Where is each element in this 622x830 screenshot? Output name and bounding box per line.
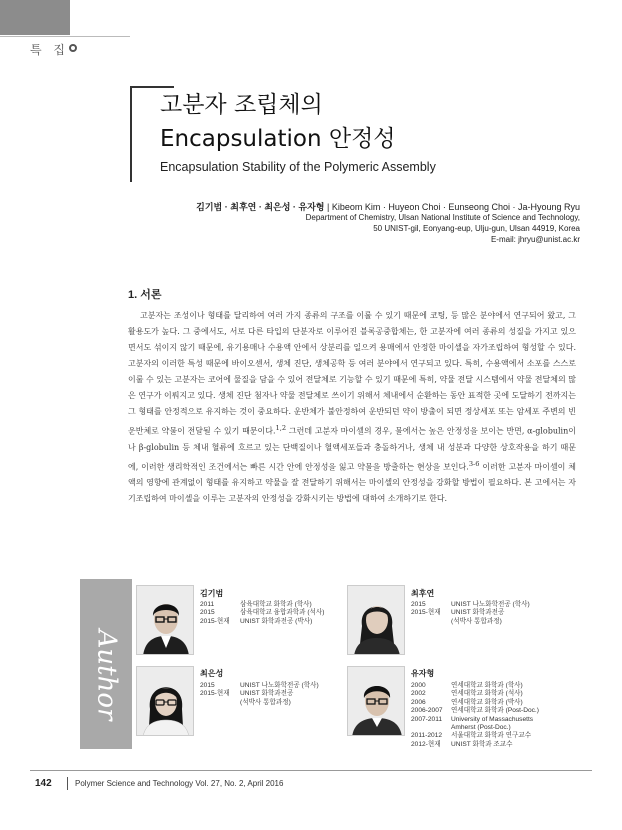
article-title-mixed: Encapsulation 안정성 bbox=[160, 126, 396, 152]
bio-name-3: 최은성 bbox=[200, 669, 224, 678]
body-paragraph bbox=[128, 308, 576, 507]
page-number: 142 bbox=[35, 778, 52, 789]
body-text-part-3: 이러한 고분자 마이셀이 체액의 영향에 관계없이 형태를 유지하고 약물을 잘 전달하기 위해서는 마이셀의 안정성을 강화할 방법이 필요하다. 본 고에서는 자기조립하여 마이셀을 이루는 고분자의 안정성을 강화시키는 방법에 대하여 소개하기로 한다. bbox=[128, 462, 576, 504]
bio-entries-1 bbox=[200, 601, 325, 626]
bio-row: 2015-현재 UNIST 화학과전공 bbox=[411, 609, 505, 617]
bio-row: 2015-현재 UNIST 화학과전공 bbox=[200, 690, 294, 698]
bio-row: 2006-2007 연세대학교 화학과 (Post-Doc.) bbox=[411, 707, 539, 715]
bio-row: (석박사 통합과정) bbox=[240, 698, 291, 706]
bio-row: 2002 연세대학교 화학과 (석사) bbox=[411, 690, 523, 698]
author-photo-choi-huyeon bbox=[347, 585, 405, 655]
bio-row: 2015-현재 UNIST 화학과전공 (박사) bbox=[200, 617, 313, 625]
journal-citation: Polymer Science and Technology Vol. 27, No. 2, April 2016 bbox=[75, 779, 284, 788]
bio-row: (석박사 통합과정) bbox=[451, 617, 502, 625]
reference-1: 1,2 bbox=[275, 424, 287, 432]
authors-korean: 김기범 · 최후연 · 최은성 · 유자형 bbox=[196, 202, 325, 212]
article-subtitle: Encapsulation Stability of the Polymeric Assembly bbox=[160, 160, 436, 174]
title-frame-left bbox=[130, 86, 132, 182]
corner-block bbox=[0, 0, 70, 35]
affiliation-line-2: 50 UNIST-gil, Eonyang-eup, Ulju-gun, Ulsan 44919, Korea bbox=[373, 224, 580, 233]
body-text-part-1: 고분자는 조성이나 형태를 달리하여 여러 가지 종류의 구조를 이룰 수 있기 때문에 코팅, 등 많은 분야에서 연구되어 왔고, 그 활용도가 높다. 그 중에서도, 서로 다른 타입의 단분자로 이루어진 블록공중합체는, 한 고분자에 여러 종류의 성질을 가지고 있으면서도 섞이지 않기 때문에, 유기용매나 수용액 안에서 상분리를 일으켜 용매에서 안정한 마이셀을 자가조립하여 형성할 수 있다. 고분자의 이러한 특성 때문에 바이오센서, 생체 진단, 생체공학 등 여러 분야에서 연구되고 있다. 특히, 수용액에서 소포를 스스로 이룰 수 있는 고분자는 코어에 물질을 담을 수 있어 전달체로 기능할 수 있기 때문에 특히, 약물 전달 시스템에서 약물 전달체의 많은 연구가 이뤄지고 있다. 생체 진단 첨자나 약물 전달체로 쓰이기 위해서 체내에서 순환하는 동안 표적한 곳에 도달하기 전까지는 그 형태를 안정적으로 유지하는 것이 중요하다. 운반체가 불안정하여 운반되던 약이 방출이 되면 정상세포 또는 암세포 주변의 빈 운반체로 약물이 전달될 수 있기 때문이다. bbox=[128, 311, 576, 436]
section-heading: 1. 서론 bbox=[128, 289, 162, 301]
reference-2: 3-6 bbox=[468, 459, 480, 468]
footer-separator bbox=[67, 777, 68, 790]
bio-row: 2015 삼육대학교 융합과학과 (석사) bbox=[200, 609, 325, 617]
authors-separator: | bbox=[327, 202, 330, 212]
bio-name-1: 김기범 bbox=[200, 589, 224, 598]
bio-entries-3 bbox=[200, 682, 319, 707]
affiliation-line-1: Department of Chemistry, Ulsan National Institute of Science and Technology, bbox=[305, 213, 580, 222]
author-photo-choi-eunseong bbox=[136, 666, 194, 736]
article-title-korean: 고분자 조립체의 bbox=[160, 92, 323, 118]
author-photo-kim-kibeom bbox=[136, 585, 194, 655]
bio-row: 2012-현재 UNIST 화학과 조교수 bbox=[411, 740, 513, 748]
bio-row: 2011-2012 서울대학교 화학과 연구교수 bbox=[411, 732, 532, 740]
email-line: E-mail: jhryu@unist.ac.kr bbox=[490, 235, 580, 244]
body-text bbox=[128, 308, 576, 507]
bio-row: 2000 연세대학교 화학과 (학사) bbox=[411, 682, 523, 689]
bio-row: 2015 UNIST 나노화학전공 (학사) bbox=[200, 682, 319, 689]
bio-row: 2007-2011 University of Massachusetts bbox=[411, 715, 534, 723]
bio-entries-2 bbox=[411, 601, 530, 626]
authors-english: Kibeom Kim · Huyeon Choi · Eunseong Choi · Ja-Hyoung Ryu bbox=[331, 202, 580, 212]
bio-row: 2011 삼육대학교 화학과 (학사) bbox=[200, 601, 312, 608]
author-photo-ryu-jahyoung bbox=[347, 666, 405, 736]
affiliation-block bbox=[306, 212, 580, 245]
header-rule bbox=[0, 36, 130, 37]
section-tag: 특 집 bbox=[30, 43, 69, 57]
bio-name-4: 유자형 bbox=[411, 669, 435, 678]
author-label: Author bbox=[91, 629, 122, 721]
bio-name-2: 최후연 bbox=[411, 589, 435, 598]
bio-entries-4 bbox=[411, 682, 539, 749]
bio-row: Amherst (Post-Doc.) bbox=[451, 724, 511, 732]
body-text-part-2: 그런데 고분자 마이셀의 경우, 물에서는 높은 안정성을 보이는 반면, α-globulin이나 β-globulin 등 체내 혈류에 흐르고 있는 단백질이나 혈액세포들과 충돌하거나, 생체 내 성분과 다양한 상호작용을 하기 때문에, 이러한 생리학적인 조건에서는 빠른 시간 안에 안정성을 잃고 약물을 방출하는 현상을 보인다. bbox=[128, 426, 576, 472]
section-tag-circle-icon bbox=[69, 44, 77, 52]
footer-rule bbox=[30, 770, 592, 771]
bio-row: 2015 UNIST 나노화학전공 (학사) bbox=[411, 601, 530, 608]
bio-row: 2006 연세대학교 화학과 (박사) bbox=[411, 698, 523, 706]
